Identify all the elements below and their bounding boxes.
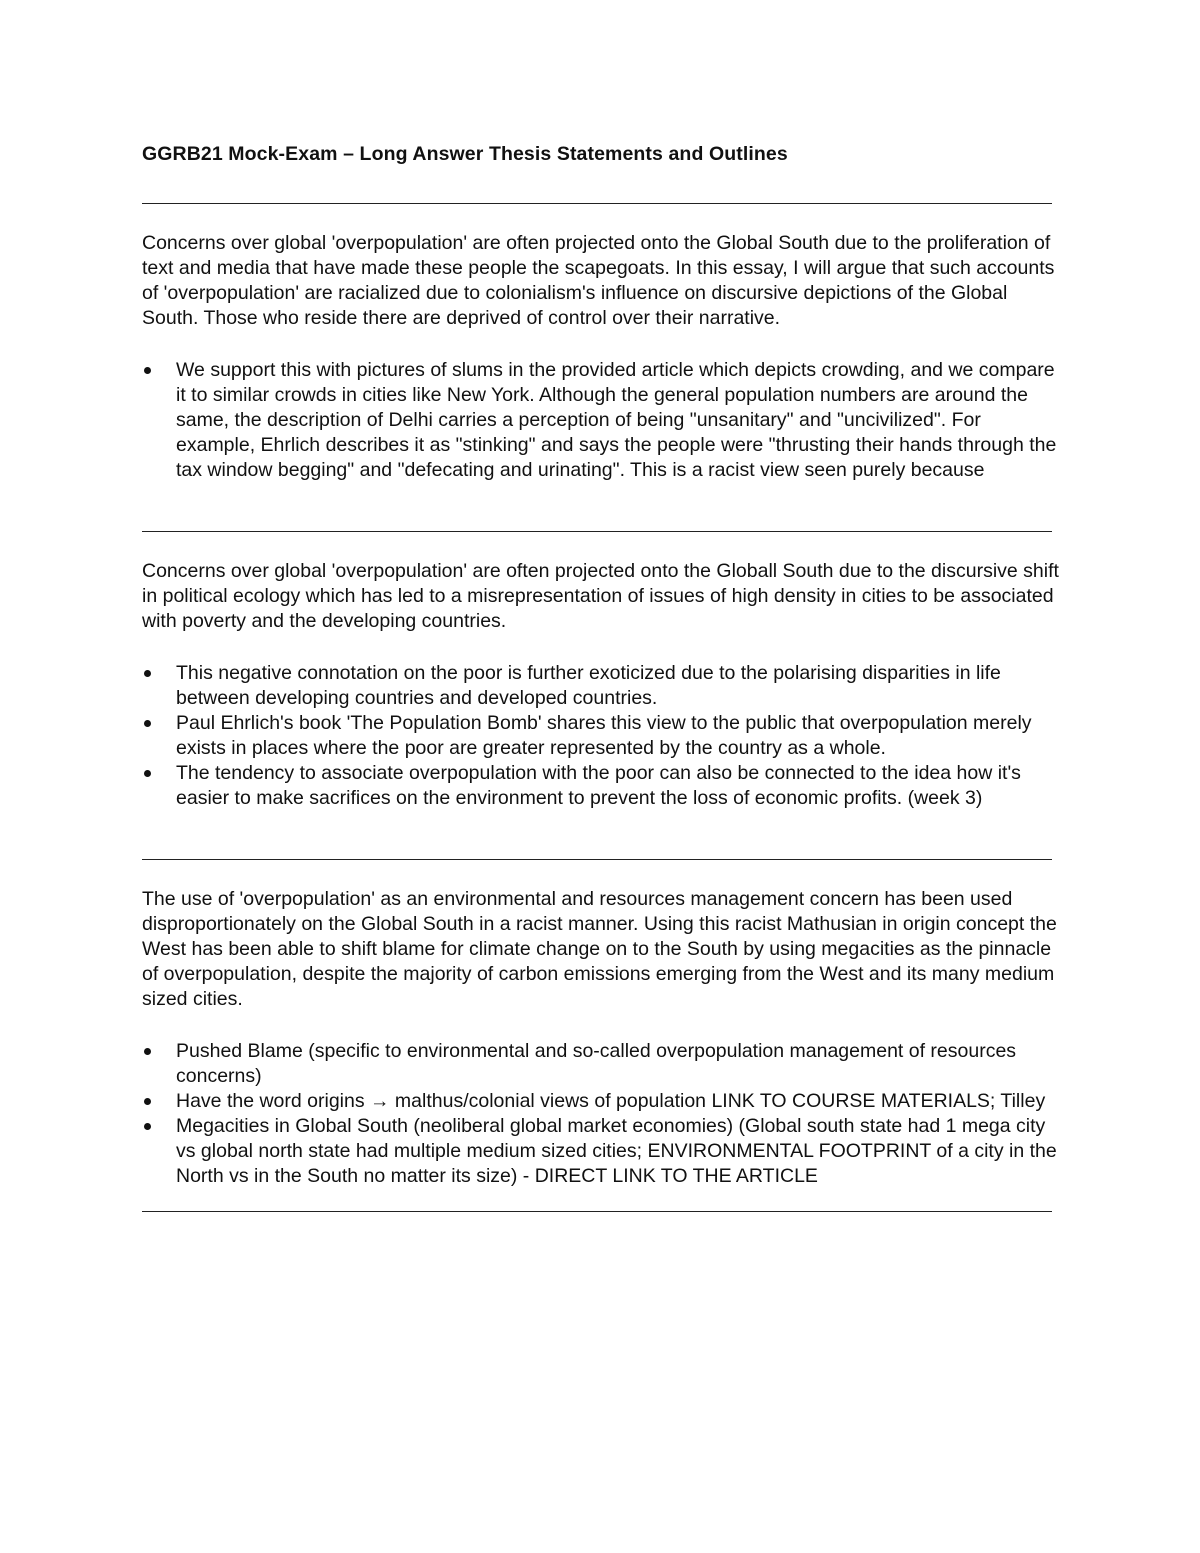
bullet-text: This negative connotation on the poor is further exoticized due to the polarising disparities in life between developing countries and developed countries. [176, 662, 1001, 709]
outline-section-2 [142, 559, 1062, 811]
document-title: GGRB21 Mock-Exam – Long Answer Thesis Statements and Outlines [142, 143, 788, 165]
outline-section-3 [142, 887, 1062, 1189]
outline-bullet [142, 358, 1062, 483]
document-page [142, 139, 1062, 1212]
bullet-text: The tendency to associate overpopulation with the poor can also be connected to the idea how it's easier to make sacrifices on the environment to prevent the loss of economic profits. (week 3) [176, 762, 1021, 809]
outline-list-3 [142, 1039, 1062, 1189]
thesis-statement-2: Concerns over global 'overpopulation' are often projected onto the Globall South due to the discursive shift in political ecology which has led to a misrepresentation of issues of high density in cities to be associated with poverty and the developing countries. [142, 560, 1059, 632]
bullet-text: Pushed Blame (specific to environmental and so-called overpopulation management of resources concerns) [176, 1040, 1017, 1087]
bullet-icon [144, 1098, 151, 1105]
bullet-text: Have the word origins → malthus/colonial views of population LINK TO COURSE MATERIALS; Tilley [176, 1090, 1046, 1112]
thesis-statement-3: The use of 'overpopulation' as an environmental and resources management concern has been used disproportionately on the Global South in a racist manner. Using this racist Mathusian in origin concept the West has been able to shift blame for climate change on to the South by using megacities as the pinnacle of overpopulation, despite the majority of carbon emissions emerging from the West and its many medium sized cities. [142, 888, 1057, 1010]
section-divider [142, 1211, 1052, 1212]
outline-section-1 [142, 231, 1062, 483]
outline-bullet [142, 1039, 1062, 1089]
bullet-text: Megacities in Global South (neoliberal global market economies) (Global south state had 1 mega city vs global north state had multiple medium sized cities; ENVIRONMENTAL FOOTPRINT of a city in the North vs in the South no matter its size) - DIRECT LINK TO THE ARTICLE [176, 1115, 1057, 1187]
bullet-icon [144, 367, 151, 374]
bullet-icon [144, 1123, 151, 1130]
bullet-icon [144, 1048, 151, 1055]
thesis-statement-1: Concerns over global 'overpopulation' are often projected onto the Global South due to the proliferation of text and media that have made these people the scapegoats. In this essay, I will argue that such accounts of 'overpopulation' are racialized due to colonialism's influence on discursive depictions of the Global South. Those who reside there are deprived of control over their narrative. [142, 232, 1055, 329]
outline-list-1 [142, 358, 1062, 483]
bullet-text: Paul Ehrlich's book 'The Population Bomb' shares this view to the public that overpopulation merely exists in places where the poor are greater represented by the country as a whole. [176, 712, 1032, 759]
outline-bullet [142, 711, 1062, 761]
bullet-icon [144, 670, 151, 677]
section-divider [142, 203, 1052, 204]
outline-bullet [142, 1089, 1062, 1114]
bullet-icon [144, 770, 151, 777]
outline-list-2 [142, 661, 1062, 811]
section-divider [142, 859, 1052, 860]
bullet-text: We support this with pictures of slums in the provided article which depicts crowding, and we compare it to similar crowds in cities like New York. Although the general population numbers are around the same, the description of Delhi carries a perception of being "unsanitary" and "uncivilized". For example, Ehrlich describes it as "stinking" and says the people were "thrusting their hands through the tax window begging" and "defecating and urinating". This is a racist view seen purely because [176, 359, 1057, 481]
outline-bullet [142, 661, 1062, 711]
bullet-icon [144, 720, 151, 727]
section-divider [142, 531, 1052, 532]
outline-bullet [142, 761, 1062, 811]
outline-bullet [142, 1114, 1062, 1189]
